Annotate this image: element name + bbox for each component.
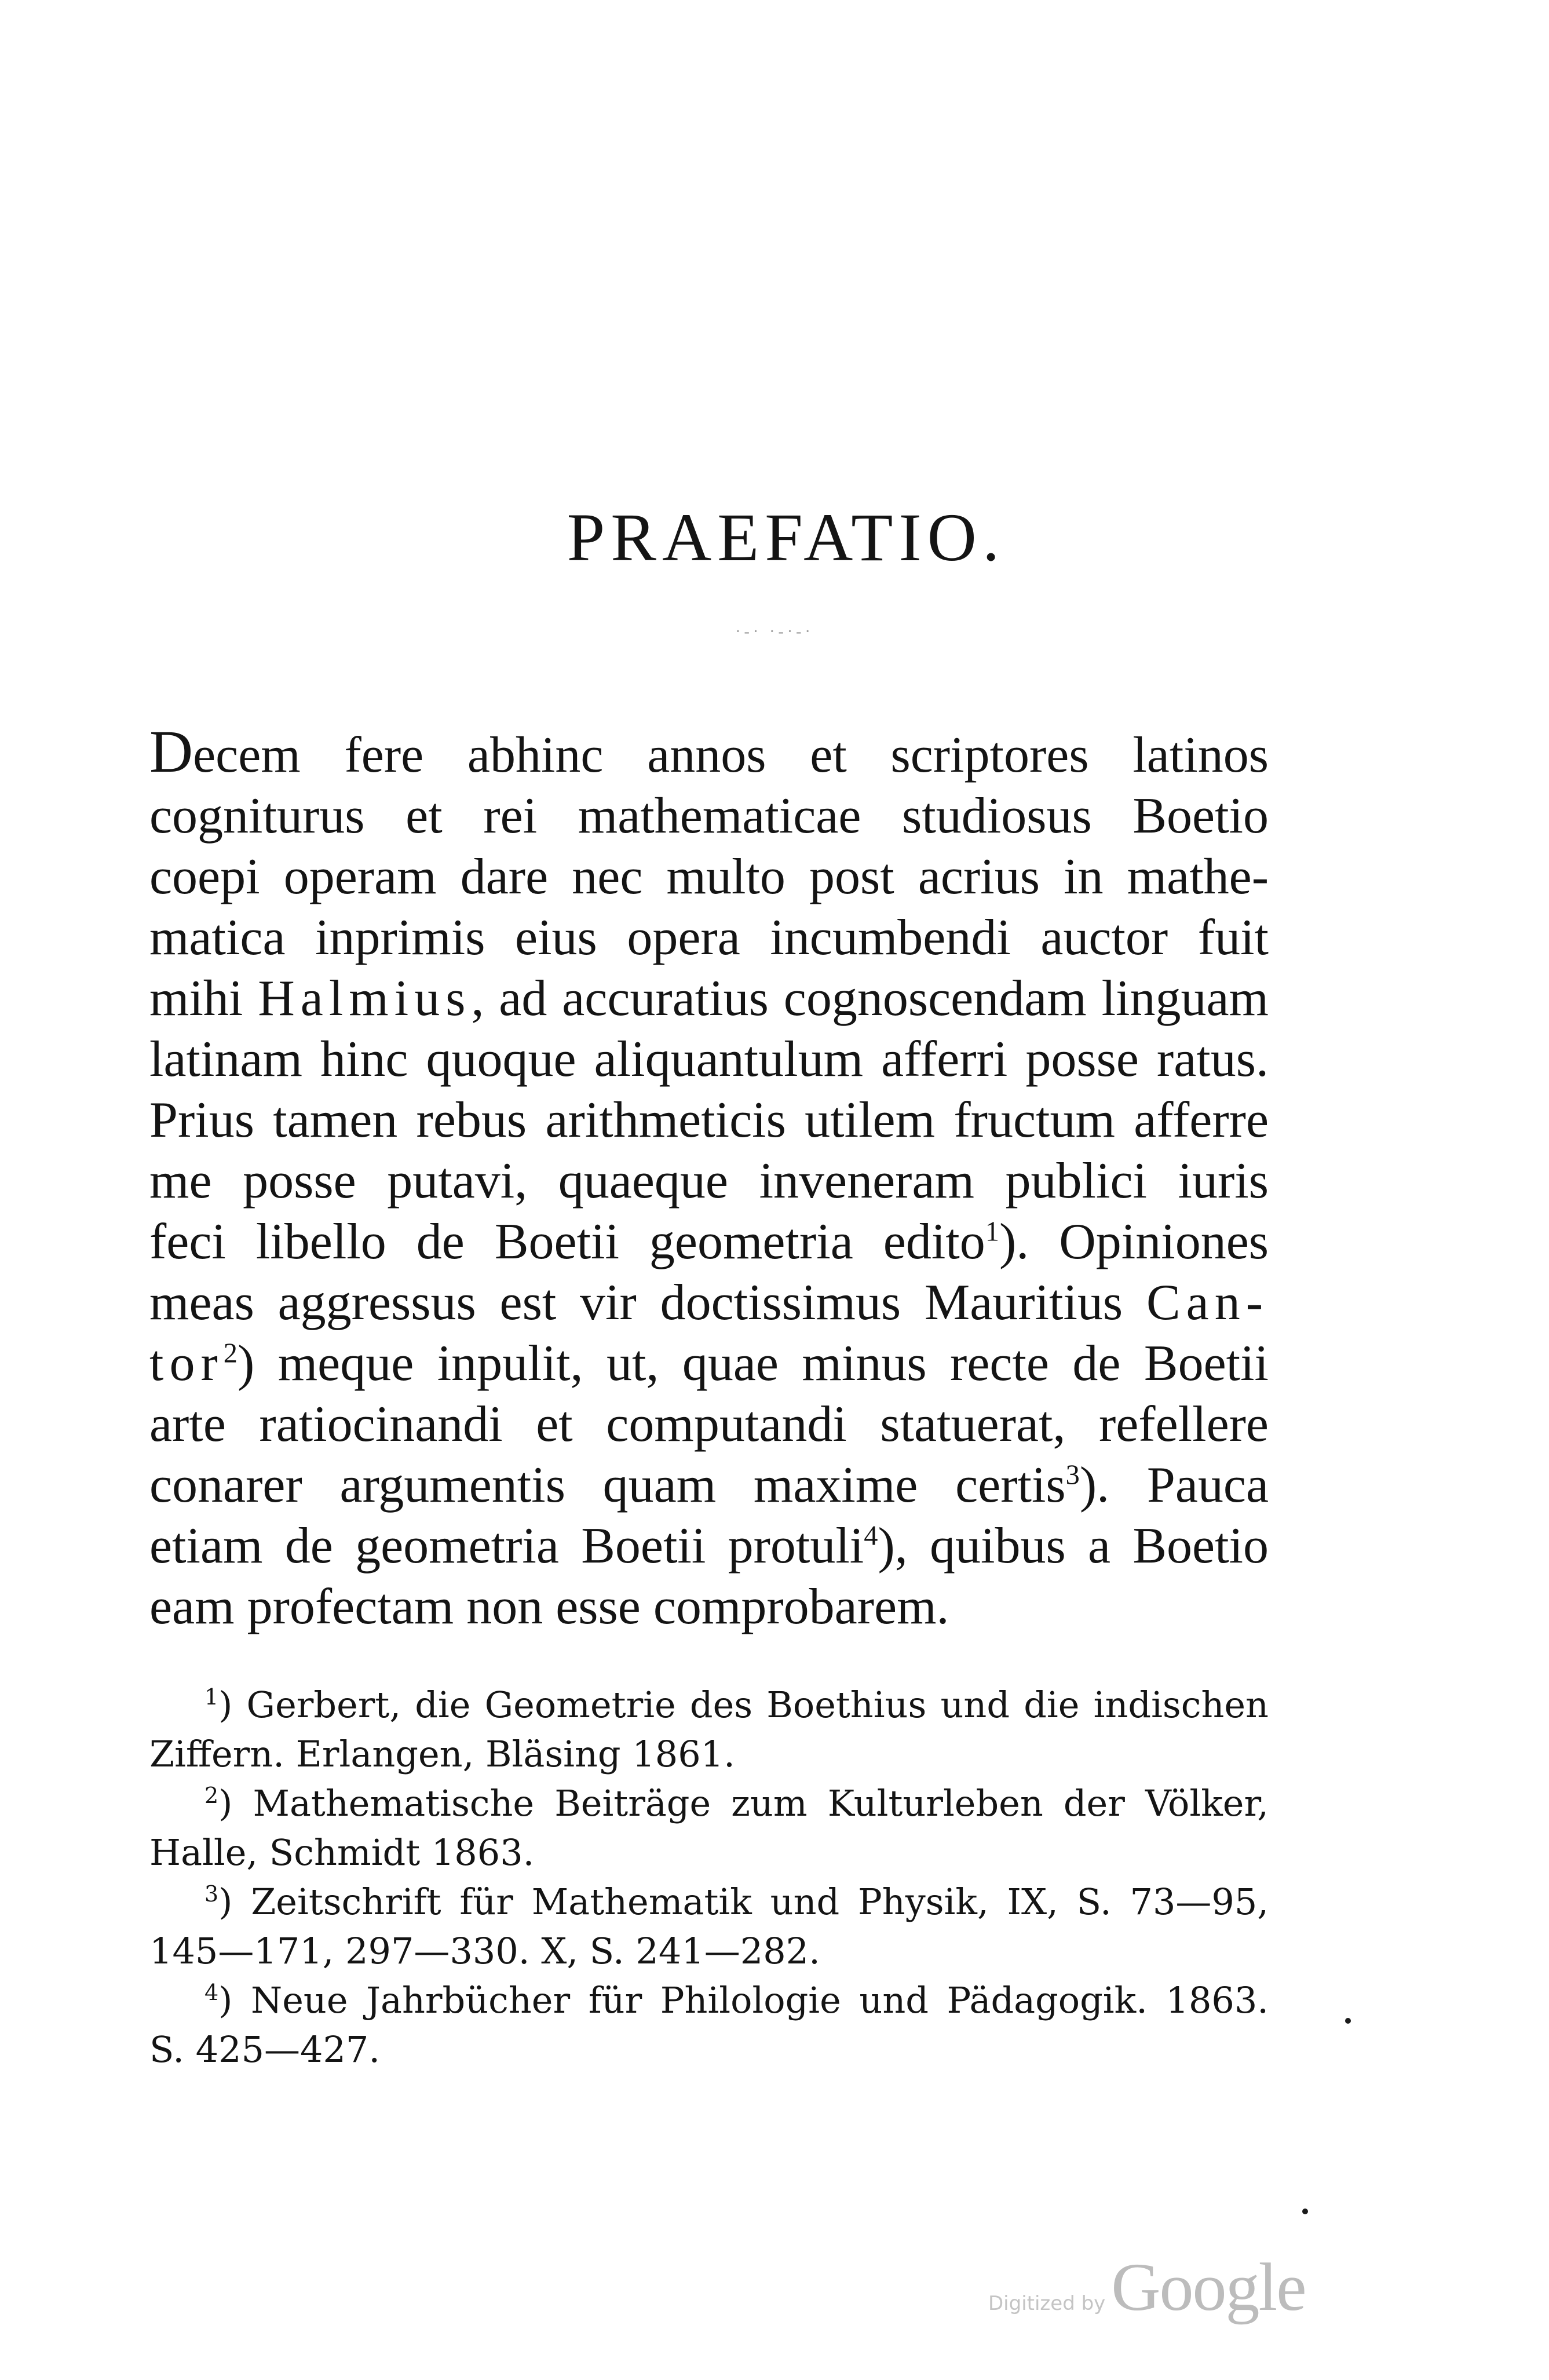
line-text: ) meque inpulit, ut, quae minus recte de Boetii — [237, 1335, 1269, 1392]
line-text: ). Opiniones — [999, 1214, 1269, 1270]
text-line: latinam hinc quoque aliquantulum afferri posse ratus. — [149, 1031, 1269, 1087]
footnote-4 — [149, 1976, 1269, 2025]
line-text: feci libello de Boetii geometria edito — [149, 1214, 985, 1270]
line-text: conarer argumentis quam maxime certis — [149, 1457, 1066, 1513]
line-text: mihi — [149, 970, 243, 1027]
line-text: ). Pauca — [1079, 1457, 1269, 1513]
google-logo: Google — [1111, 2249, 1306, 2325]
text-line — [149, 968, 1269, 1029]
footnote-text: ) Gerbert, die Geometrie des Boethius und die indischen — [218, 1684, 1269, 1726]
text-line: matica inprimis eius opera incumbendi auctor fuit — [149, 910, 1269, 966]
footnote-mark: 1 — [204, 1684, 219, 1710]
drop-cap: D — [149, 718, 193, 785]
line-text: etiam de geometria Boetii protuli — [149, 1518, 864, 1574]
footnote-text: ) Neue Jahrbücher für Philologie und Pädagogik. 1863. — [218, 1979, 1269, 2021]
footnote-ref-3: 3 — [1065, 1459, 1080, 1491]
page-title: PRAEFATIO. — [567, 499, 1006, 575]
footnote-2-cont: Halle, Schmidt 1863. — [149, 1831, 535, 1874]
text-line: cogniturus et rei mathematicae studiosus Boetio — [149, 788, 1269, 844]
text-line — [149, 718, 1269, 786]
line-text: , ad accuratius cognoscendam linguam — [471, 970, 1269, 1027]
footnote-mark: 3 — [204, 1881, 219, 1907]
name-cantor-part2: tor — [149, 1335, 224, 1392]
text-line — [149, 1333, 1269, 1394]
footnote-3 — [149, 1877, 1269, 1926]
text-line — [149, 1516, 1269, 1576]
title-ornament: ·-· ·-·-· — [735, 623, 814, 641]
footnote-1 — [149, 1680, 1269, 1729]
footnote-ref-2: 2 — [223, 1338, 238, 1369]
scan-speck — [1302, 2209, 1308, 2214]
text-line: arte ratiocinandi et computandi statuerat, refellere — [149, 1396, 1269, 1452]
line-text: meas aggressus est vir doctissimus Mauritius — [149, 1275, 1123, 1331]
footnote-4-cont: S. 425—427. — [149, 2028, 381, 2071]
text-line — [149, 1455, 1269, 1516]
name-halmius: Halmius — [258, 970, 472, 1027]
text-line: coepi operam dare nec multo post acrius in mathe- — [149, 849, 1269, 905]
scan-speck — [1345, 2018, 1351, 2024]
digitized-watermark — [988, 2248, 1306, 2327]
footnote-mark: 2 — [204, 1783, 219, 1808]
name-cantor-part1: Can- — [1146, 1275, 1269, 1331]
footnote-1-cont: Ziffern. Erlangen, Bläsing 1861. — [149, 1733, 735, 1775]
footnote-text: ) Mathematische Beiträge zum Kulturleben der Völker, — [218, 1782, 1269, 1824]
footnote-2 — [149, 1779, 1269, 1828]
footnote-text: ) Zeitschrift für Mathematik und Physik, IX, S. 73—95, — [218, 1881, 1269, 1923]
line-text: ecem fere abhinc annos et scriptores latinos — [193, 727, 1269, 783]
text-line: Prius tamen rebus arithmeticis utilem fructum afferre — [149, 1092, 1269, 1148]
text-line — [149, 1211, 1269, 1272]
footnote-mark: 4 — [204, 1980, 219, 2005]
line-text: ), quibus a Boetio — [878, 1518, 1269, 1574]
preface-paragraph — [149, 718, 1269, 1637]
text-line: eam profectam non esse comprobarem. — [149, 1579, 949, 1635]
text-line — [149, 1272, 1269, 1333]
footnote-ref-1: 1 — [985, 1216, 999, 1247]
footnote-ref-4: 4 — [864, 1520, 878, 1552]
footnotes — [149, 1680, 1269, 2074]
watermark-caption: Digitized by — [988, 2292, 1106, 2315]
text-line: me posse putavi, quaeque inveneram publici iuris — [149, 1153, 1269, 1209]
footnote-3-cont: 145—171, 297—330. X, S. 241—282. — [149, 1930, 820, 1972]
